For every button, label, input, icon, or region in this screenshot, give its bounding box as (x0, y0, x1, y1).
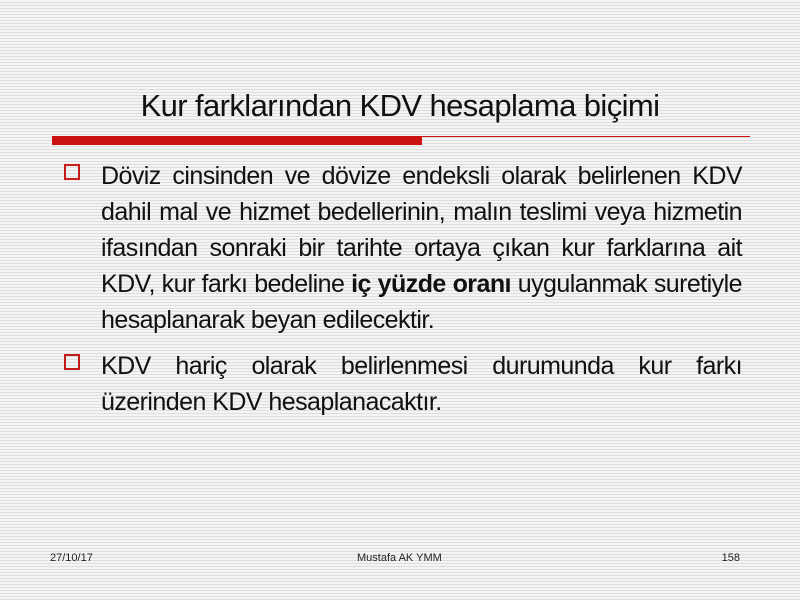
slide-title: Kur farklarından KDV hesaplama biçimi (140, 88, 660, 123)
title-underline-thick (52, 137, 422, 145)
bullet-text-bold: iç yüzde oranı (351, 270, 511, 298)
bullet-item (60, 158, 742, 338)
bullet-text (101, 158, 742, 338)
bullet-text-segment: KDV hariç olarak belirlenmesi durumunda kur farkı üzerinden KDV hesaplanacaktır. (101, 352, 742, 416)
hollow-square-bullet-icon (64, 164, 80, 180)
bullet-text-segment: uygulanmak suretiyle hesaplanarak beyan edilecektir. (101, 270, 742, 334)
footer-page-number: 158 (721, 552, 740, 564)
bullet-text (101, 348, 742, 420)
bullet-list (60, 158, 742, 430)
footer-author: Mustafa AK YMM (357, 552, 442, 564)
bullet-item (60, 348, 742, 420)
bullet-text-segment: Döviz cinsinden ve dövize endeksli olarak belirlenen KDV dahil mal ve hizmet bedellerinin, malın teslimi veya hizmetin ifasından sonraki bir tarihte ortaya çıkan kur farklarına ait KDV, kur farkı bedeline (101, 162, 742, 298)
hollow-square-bullet-icon (64, 354, 80, 370)
footer-date: 27/10/17 (50, 552, 93, 564)
